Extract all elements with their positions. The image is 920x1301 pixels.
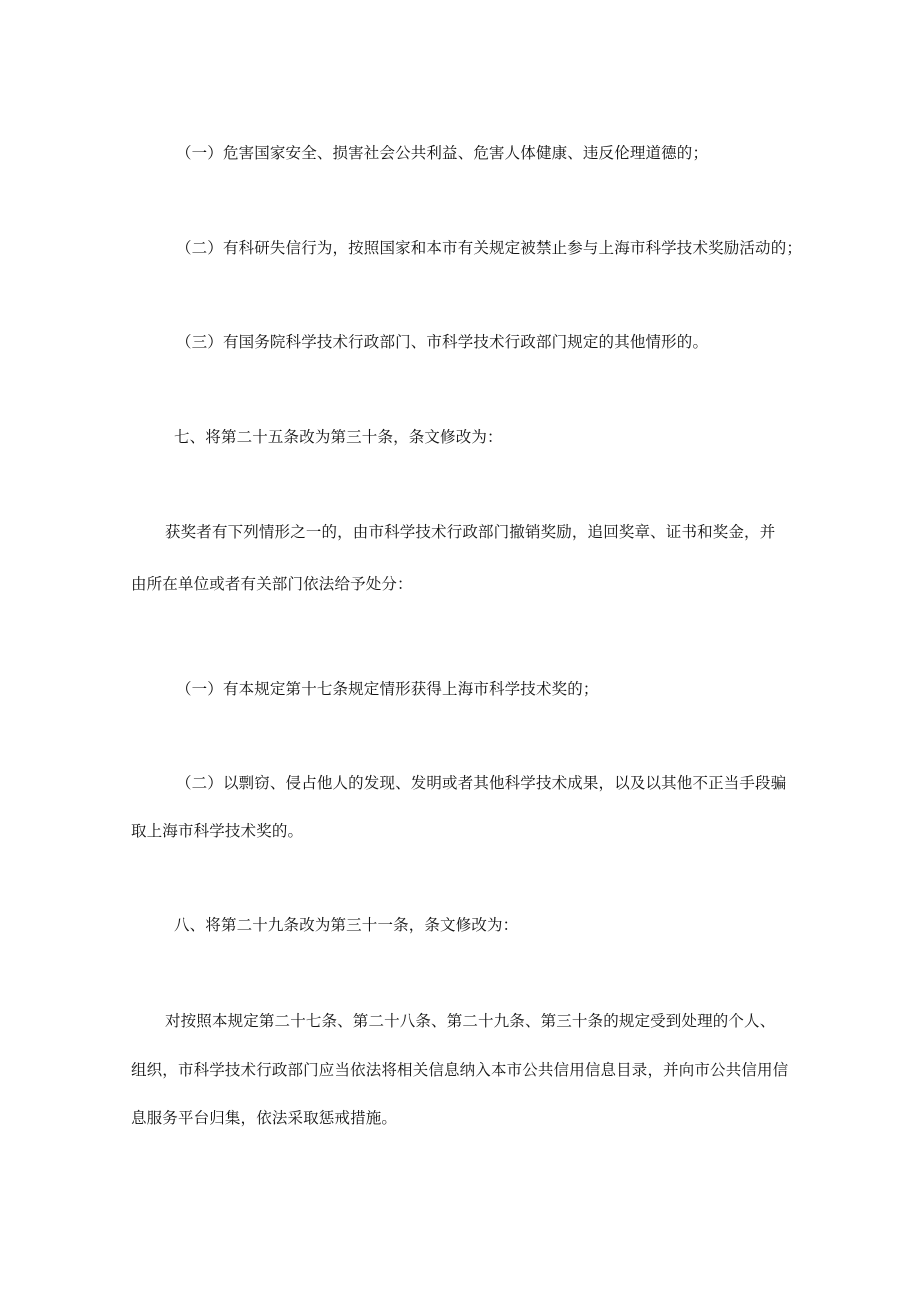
section-heading: 七、将第二十五条改为第三十条，条文修改为： bbox=[174, 428, 503, 446]
list-item: （一）有本规定第十七条规定情形获得上海市科学技术奖的； bbox=[176, 680, 599, 698]
section-heading: 八、将第二十九条改为第三十一条，条文修改为： bbox=[174, 916, 519, 934]
list-item-continuation: 取上海市科学技术奖的。 bbox=[131, 822, 304, 840]
list-item: （二）有科研失信行为，按照国家和本市有关规定被禁止参与上海市科学技术奖励活动的； bbox=[176, 239, 803, 257]
list-item: （二）以剽窃、侵占他人的发现、发明或者其他科学技术成果，以及以其他不正当手段骗 bbox=[176, 774, 787, 792]
paragraph-line: 息服务平台归集，依法采取惩戒措施。 bbox=[131, 1109, 398, 1127]
list-item: （一）危害国家安全、损害社会公共利益、危害人体健康、违反伦理道德的； bbox=[176, 144, 709, 162]
paragraph-line: 获奖者有下列情形之一的，由市科学技术行政部门撤销奖励，追回奖章、证书和奖金，并 bbox=[165, 523, 776, 541]
paragraph-line: 组织，市科学技术行政部门应当依法将相关信息纳入本市公共信用信息目录，并向市公共信用信 bbox=[131, 1061, 789, 1079]
list-item: （三）有国务院科学技术行政部门、市科学技术行政部门规定的其他情形的。 bbox=[176, 333, 709, 351]
paragraph-line: 对按照本规定第二十七条、第二十八条、第二十九条、第三十条的规定受到处理的个人、 bbox=[165, 1012, 776, 1030]
paragraph-line: 由所在单位或者有关部门依法给予处分： bbox=[131, 575, 413, 593]
